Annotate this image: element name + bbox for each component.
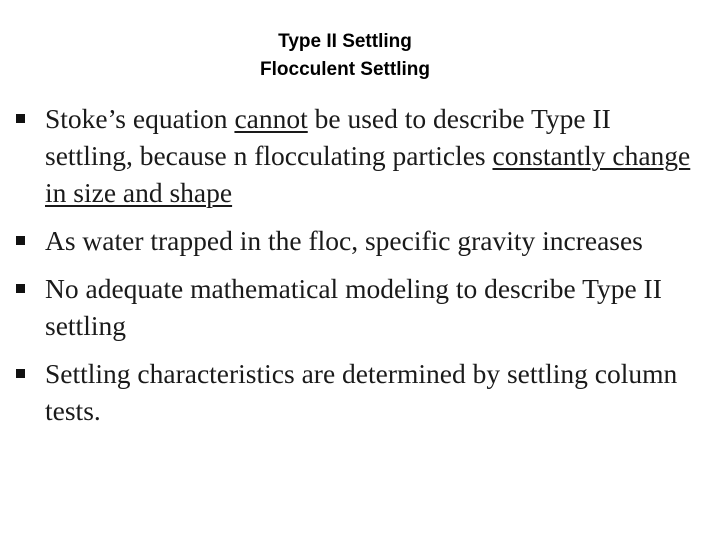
bullet-item-modeling bbox=[0, 270, 700, 344]
bullet-list bbox=[0, 100, 700, 440]
bullet-text-part: Stoke’s equation bbox=[45, 103, 235, 134]
bullet-text: Settling characteristics are determined by settling column tests. bbox=[45, 358, 678, 426]
square-bullet-icon bbox=[16, 114, 25, 123]
bullet-text: No adequate mathematical modeling to describe Type II settling bbox=[45, 273, 662, 341]
bullet-text-underlined: cannot bbox=[234, 103, 308, 134]
title-line-2: Flocculent Settling bbox=[260, 59, 430, 80]
bullet-text-part: be used to describe Type II settling, because n flocculating particles bbox=[45, 103, 611, 171]
bullet-text-underlined: constantly change in size and shape bbox=[45, 140, 691, 208]
square-bullet-icon bbox=[16, 369, 25, 378]
square-bullet-icon bbox=[16, 236, 25, 245]
bullet-item-stokes bbox=[0, 100, 700, 211]
square-bullet-icon bbox=[16, 284, 25, 293]
bullet-item-column-tests bbox=[0, 355, 700, 429]
title-line-1: Type II Settling bbox=[278, 31, 412, 52]
bullet-item-floc bbox=[0, 222, 700, 259]
slide-title bbox=[0, 28, 690, 84]
bullet-text: As water trapped in the floc, specific gravity increases bbox=[45, 225, 643, 256]
